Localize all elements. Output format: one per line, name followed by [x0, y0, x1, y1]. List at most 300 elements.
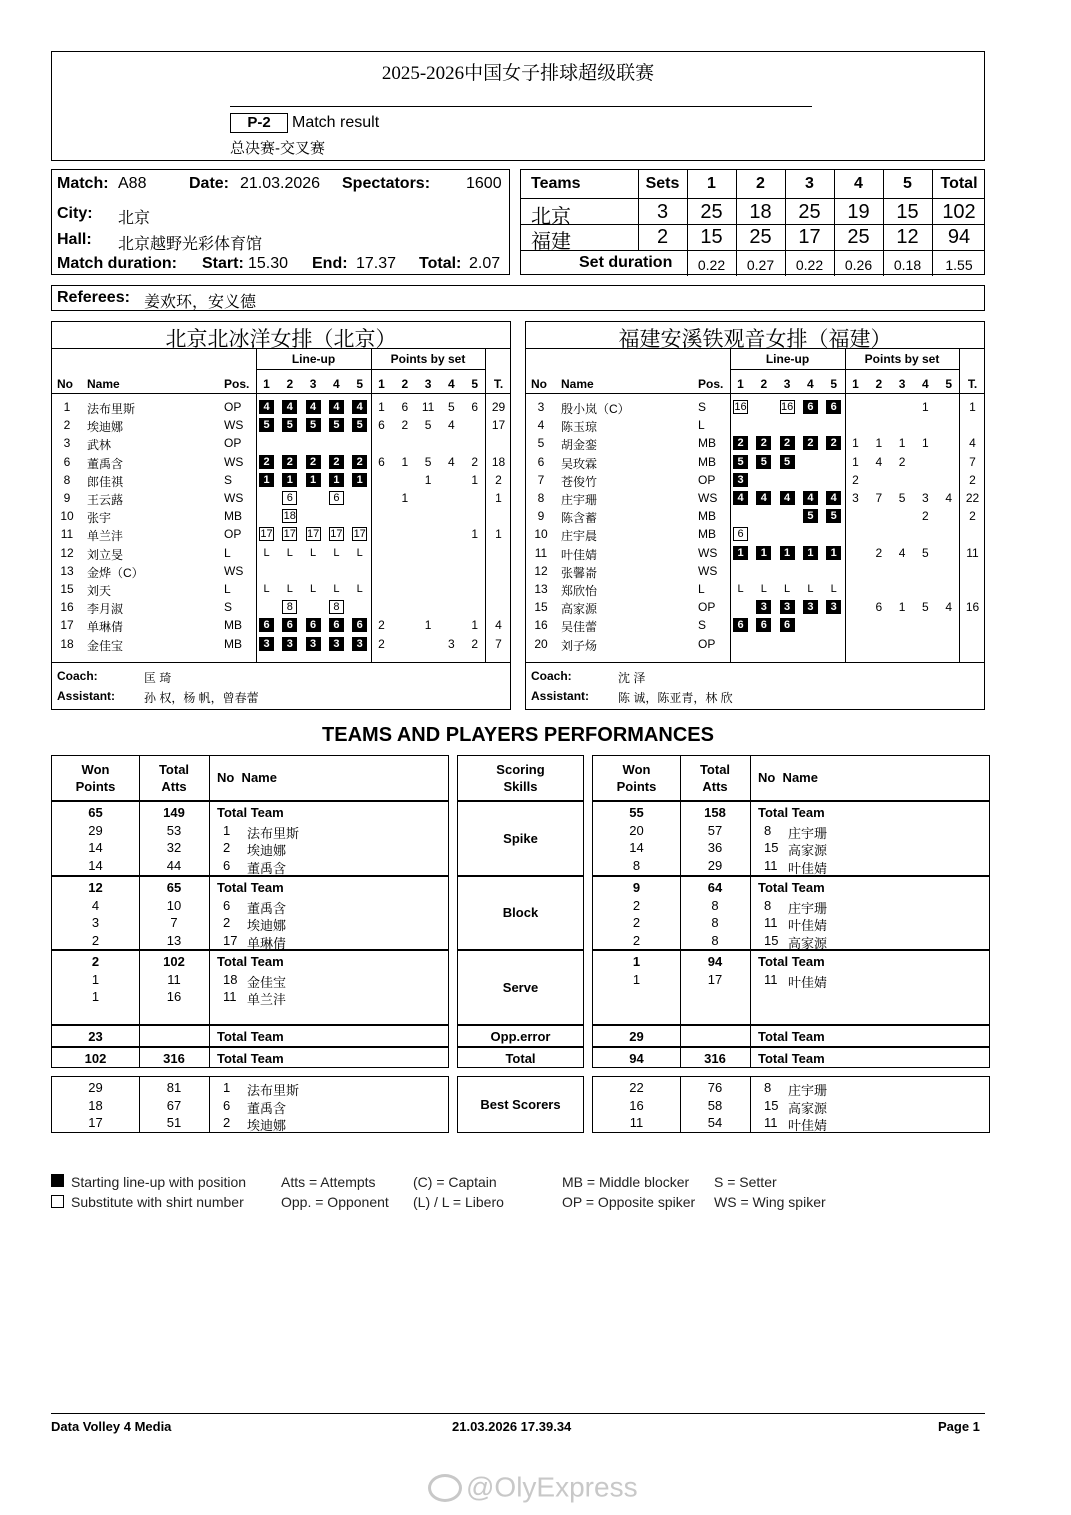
team-b-points-cell: 1 [852, 436, 859, 451]
team-b-points-cell: 7 [875, 491, 883, 505]
team-b-player-row [526, 600, 986, 618]
team-b-points-cell: 3 [852, 491, 859, 505]
competition-title: 2025-2026中国女子排球超级联赛 [381, 63, 655, 84]
team-b-player-row [526, 436, 986, 454]
team-a-lineup-cell: 3 [352, 637, 367, 651]
team-a-player-row [52, 436, 512, 454]
team-b-player-name: 陈玉琼 [561, 420, 598, 435]
team-a-player-name: 刘立旻 [87, 547, 124, 562]
spectators-label: Spectators: [342, 175, 431, 192]
team-b-points-cell: 2 [852, 472, 859, 487]
team-a-points-set-2: 2 [401, 377, 409, 391]
team-b-player-name: 郑欣怡 [561, 584, 598, 598]
team-a-player-no: 15 [60, 582, 74, 596]
skill-best-scorers [457, 1076, 584, 1133]
team-b-player-no: 20 [534, 636, 548, 651]
hall: 北京越野光彩体育馆 [118, 236, 263, 253]
left-atts: 7 [170, 915, 178, 930]
team-b-player-name: 吴佳蕾 [561, 620, 598, 635]
sb-team-b-set2: 25 [749, 226, 772, 248]
team-a-total-header: T. [493, 377, 504, 391]
left-won: 3 [91, 915, 100, 930]
team-b-lineup-cell: 4 [803, 491, 818, 505]
right-player-name: 庄宇珊 [788, 900, 828, 916]
right-atts: 57 [707, 822, 723, 838]
team-b-player-row [526, 418, 986, 436]
team-a-player-pos: OP [224, 527, 242, 542]
team-a-assistant-label: Assistant: [57, 689, 116, 703]
end: 17.37 [356, 255, 397, 272]
right-opp_error-row [592, 1025, 990, 1047]
team-b-player-pos: S [698, 400, 707, 414]
team-a-player-name: 李月淑 [87, 602, 124, 617]
team-b-lineup-cell: 2 [733, 436, 748, 450]
team-a-no-header: No [57, 377, 73, 391]
right-won: 1 [632, 954, 641, 969]
team-a-lineup-cell: L [356, 546, 363, 559]
team-b-player-no: 10 [534, 527, 548, 542]
sb-header-sets: Sets [645, 175, 680, 192]
team-a-player-row [52, 582, 512, 600]
team-a-lineup-cell: L [356, 583, 363, 595]
left-atts: 13 [166, 932, 182, 948]
right-header [592, 755, 990, 801]
team-a-player-no: 10 [60, 509, 74, 524]
team-b-lineup-set-2: 2 [760, 377, 768, 391]
right-col-rule [750, 802, 751, 875]
team-a-player-no: 3 [63, 436, 71, 451]
right-block [592, 950, 990, 1025]
sb-header-set4: 4 [854, 175, 863, 192]
team-a-lineup-cell: 6 [352, 618, 367, 632]
team-a-lineup-cell: 6 [329, 618, 344, 632]
team-b-player-name: 刘子炀 [561, 638, 598, 653]
left-player-no: 6 [223, 857, 231, 873]
total-duration: 2.07 [469, 255, 501, 272]
team-b-lineup-cell: 2 [803, 436, 818, 450]
right-atts: 17 [707, 971, 723, 987]
team-b-points-header: Points by set [864, 352, 940, 366]
skill-label: Best Scorers [480, 1097, 561, 1112]
right-player-no: 8 [764, 822, 772, 838]
team-a-player-row [52, 509, 512, 527]
sb-team-b-sets: 2 [656, 226, 669, 248]
sb-team-a-total: 102 [942, 201, 976, 223]
team-b-rule [526, 393, 984, 394]
team-a-lineup-cell: L [286, 546, 293, 559]
team-a-lineup-cell: 2 [329, 455, 344, 469]
team-a-points-cell: 1 [471, 472, 479, 487]
legend-op: OP = Opposite spiker [562, 1194, 696, 1210]
left-block [51, 1076, 449, 1133]
right-won: 8 [632, 857, 641, 873]
team-a-team-name: 北京北冰洋女排（北京） [165, 327, 397, 351]
left-col-rule [209, 802, 210, 875]
team-b-pos-header: Pos. [698, 377, 724, 391]
left-won: 2 [91, 932, 100, 948]
team-a-lineup-cell: 8 [282, 600, 297, 614]
right-atts: 8 [711, 897, 719, 913]
footer-left: Data Volley 4 Media [51, 1419, 172, 1434]
sb-duration-total: 1.55 [945, 257, 973, 273]
skill-spike [457, 801, 584, 876]
team-a-lineup-cell: L [333, 583, 340, 595]
team-a-points-cell: 2 [401, 418, 409, 433]
right-won: 16 [629, 1097, 644, 1113]
skills-header [457, 755, 584, 801]
watermark [428, 1470, 638, 1506]
team-b-lineup-cell: 16 [734, 401, 747, 413]
right-won: 2 [632, 932, 641, 948]
sb-team-a-set4: 19 [847, 201, 870, 223]
team-b-lineup-cell: 6 [733, 618, 748, 632]
team-b-lineup-cell: 16 [780, 401, 794, 413]
team-b-player-pos: L [698, 418, 705, 433]
spectators: 1600 [466, 175, 502, 192]
team-b-player-no: 15 [534, 600, 548, 615]
team-a-player-total: 18 [491, 454, 506, 469]
team-a-lineup-cell: 2 [352, 455, 367, 469]
right-won: 1 [632, 971, 641, 987]
right-block [592, 1076, 990, 1133]
weibo-logo-icon [428, 1474, 462, 1502]
team-a-lineup-set-1: 1 [263, 377, 270, 391]
team-a-lineup-cell: 3 [306, 637, 321, 651]
team-b-player-row [526, 618, 986, 636]
left-won: 65 [88, 805, 103, 820]
team-a-points-header: Points by set [390, 352, 466, 366]
team-a-lineup-cell: 5 [282, 418, 297, 432]
team-b-player-no: 11 [534, 545, 548, 560]
team-b-points-set-4: 4 [922, 377, 929, 391]
team-a-points-cell: 3 [448, 636, 455, 651]
skill-block [457, 876, 584, 950]
left-block [51, 876, 449, 950]
team-b-player-no: 5 [537, 436, 545, 451]
left-won: 2 [91, 954, 100, 969]
left-won: 4 [91, 897, 100, 913]
left-won: 23 [88, 1029, 103, 1044]
team-a-lineup-set-5: 5 [356, 377, 364, 391]
team-a-points-cell: 6 [401, 400, 409, 414]
team-b-player-pos: WS [698, 491, 718, 505]
team-a-player-pos: MB [224, 636, 242, 651]
city: 北京 [118, 210, 151, 227]
team-b-player-no: 8 [537, 491, 545, 505]
team-b-player-pos: OP [698, 636, 716, 651]
team-b-points-cell: 4 [945, 600, 953, 615]
team-a-lineup-cell: 5 [306, 418, 321, 432]
team-a-lineup-cell: 1 [306, 473, 321, 487]
right-col-rule [750, 756, 751, 800]
team-a-player-row [52, 418, 512, 436]
match-no: A88 [118, 175, 147, 192]
left-col-rule [209, 756, 210, 800]
team-b-coach: 沈 泽 [618, 671, 646, 685]
team-a-lineup-cell: 2 [282, 455, 297, 469]
team-a-lineup-cell: 6 [329, 491, 344, 505]
left-total-row [51, 1047, 449, 1068]
sb-team-a-set5: 15 [896, 201, 919, 223]
legend-ws: WS = Wing spiker [714, 1194, 826, 1210]
team-b-lineup-set-4: 4 [807, 377, 814, 391]
team-b-lineup-cell: 3 [803, 600, 818, 614]
sb-team-a-set3: 25 [798, 201, 821, 223]
team-b-player-name: 苍俊竹 [561, 474, 598, 489]
legend-mb: MB = Middle blocker [562, 1174, 690, 1190]
team-a-points-cell: 2 [471, 636, 479, 651]
date-label: Date: [189, 175, 230, 192]
left-won: 1 [91, 989, 100, 1004]
team-a-lineup-set-4: 4 [333, 377, 340, 391]
team-a-lineup-cell: 2 [306, 455, 321, 469]
team-b-no-header: No [531, 377, 547, 391]
team-a-lineup-cell: 1 [282, 473, 297, 487]
team-b-total-header: T. [967, 377, 978, 391]
team-a-pos-header: Pos. [224, 377, 250, 391]
right-player-name: Total Team [758, 880, 825, 895]
left-atts: 316 [163, 1051, 185, 1066]
left-player-no: 17 [223, 932, 238, 948]
team-b-points-set-3: 3 [898, 377, 906, 391]
right-won: 22 [629, 1080, 644, 1095]
skill-label: Spike [503, 830, 538, 846]
team-a-lineup-cell: L [333, 546, 340, 559]
skill-opp_error [457, 1025, 584, 1047]
left-atts: 44 [166, 857, 182, 873]
team-b-player-no: 16 [534, 618, 548, 633]
right-player-no: 11 [764, 915, 778, 930]
right-player-name: 庄宇珊 [788, 1083, 828, 1098]
team-a-player-pos: WS [224, 418, 244, 433]
team-a-lineup-cell: 1 [352, 473, 367, 487]
team-a-points-cell: 1 [471, 527, 479, 542]
team-b-points-cell: 4 [875, 454, 883, 469]
right-col-rule [750, 1077, 751, 1132]
team-a-name-header: Name [87, 377, 120, 391]
team-b-player-row [526, 564, 986, 582]
team-a-player-pos: WS [224, 454, 244, 469]
team-a-points-cell: 4 [448, 418, 455, 433]
team-b-player-row [526, 527, 986, 545]
left-label: Total Team [217, 1029, 284, 1044]
team-a-points-cell: 5 [424, 418, 432, 433]
right-won: 2 [632, 897, 641, 913]
team-a-player-pos: WS [224, 563, 244, 578]
team-a-player-pos: L [224, 545, 231, 560]
left-player-no: 2 [223, 915, 231, 930]
team-a-points-set-4: 4 [448, 377, 455, 391]
left-player-name: Total Team [217, 805, 284, 820]
team-b-lineup-cell: 6 [780, 618, 795, 632]
sb-team-a-sets: 3 [656, 201, 669, 223]
team-a-lineup-cell: 1 [329, 473, 344, 487]
team-a-lineup-set-2: 2 [286, 377, 294, 391]
team-b-player-pos: OP [698, 600, 716, 615]
team-a-lineup-cell: 17 [330, 528, 343, 541]
left-atts: 102 [163, 954, 185, 969]
team-a-lineup-cell: 3 [282, 637, 297, 651]
skill-total [457, 1047, 584, 1068]
left-opp_error-row [51, 1025, 449, 1047]
team-a-points-set-5: 5 [471, 377, 479, 391]
team-b-lineup-cell: L [760, 583, 767, 595]
sb-team-b-set1: 15 [700, 226, 723, 248]
team-a-lineup-cell: 6 [259, 618, 274, 632]
left-player-no: 6 [223, 897, 231, 913]
left-player-name: 金佳宝 [247, 974, 287, 990]
team-b-points-cell: 1 [922, 436, 929, 451]
team-a-lineup-cell: 5 [259, 418, 274, 432]
right-atts-header: Total Atts [699, 762, 731, 794]
date: 21.03.2026 [240, 175, 321, 192]
left-won: 17 [88, 1115, 103, 1130]
team-a-lineup-cell: 8 [329, 600, 344, 614]
team-b-player-pos: L [698, 582, 705, 596]
left-player-no: 6 [223, 1097, 231, 1113]
team-b-lineup-cell: 2 [780, 436, 795, 450]
match-info [51, 169, 510, 275]
report-title: Match result [292, 114, 380, 131]
team-a-lineup-cell: L [310, 583, 317, 595]
team-b-player-name: 高家源 [561, 602, 598, 617]
right-atts: 76 [707, 1080, 723, 1095]
team-b-player-total: 11 [966, 545, 979, 560]
team-a-lineup-cell: 17 [353, 528, 366, 541]
team-b-player-total: 2 [969, 509, 976, 524]
left-atts: 51 [166, 1115, 182, 1130]
team-b-rule [730, 369, 959, 370]
left-won: 102 [84, 1051, 107, 1066]
team-a-points-cell: 5 [424, 454, 432, 469]
team-a-lineup-cell: 17 [306, 528, 320, 541]
team-b-rule [526, 662, 984, 663]
team-a-player-name: 王云蕗 [87, 493, 124, 507]
team-b-player-total: 7 [969, 454, 976, 469]
right-player-no: 8 [764, 1080, 772, 1095]
right-won: 14 [629, 840, 644, 855]
team-a-lineup-cell: L [263, 583, 270, 595]
team-b-lineup-cell: 4 [826, 491, 841, 505]
team-a-lineup-cell: 4 [259, 400, 274, 414]
legend-substitute-swatch [51, 1195, 64, 1208]
team-b-coach-label: Coach: [531, 669, 572, 683]
team-b-player-row [526, 400, 986, 418]
team-a-lineup-cell: 4 [282, 400, 297, 414]
right-player-name: 高家源 [788, 1100, 828, 1116]
team-b-lineup-cell: 4 [780, 491, 795, 505]
left-player-no: 18 [223, 971, 238, 987]
team-b-player-no: 12 [534, 563, 548, 578]
team-a-player-row [52, 618, 512, 636]
team-b-player-row [526, 637, 986, 655]
left-player-no: 2 [223, 1115, 231, 1130]
referees-names: 姜欢环，安义德 [144, 294, 257, 311]
watermark-text: @OlyExpress [466, 1471, 638, 1503]
team-b-player-total: 22 [965, 491, 980, 505]
team-a-player-no: 12 [60, 545, 74, 560]
team-b-points-cell: 6 [875, 600, 883, 615]
sb-header-set2: 2 [756, 175, 765, 192]
hall-label: Hall: [57, 231, 92, 248]
right-noname-header: No Name [758, 770, 818, 785]
right-atts: 316 [704, 1051, 726, 1066]
team-a-player-no: 11 [60, 527, 74, 542]
team-a-player-row [52, 491, 512, 509]
team-a-lineup-cell: 6 [306, 618, 321, 632]
team-a-lineup-cell: 3 [259, 637, 274, 651]
team-b-points-cell: 5 [922, 545, 929, 560]
left-player-name: 董禹含 [247, 860, 287, 876]
team-b-points-cell: 1 [922, 400, 929, 414]
left-won: 14 [88, 857, 103, 873]
team-b-lineup-cell: 1 [826, 546, 841, 560]
team-b-points-set-2: 2 [875, 377, 883, 391]
team-b-lineup-cell: 1 [756, 546, 771, 560]
team-a-player-row [52, 455, 512, 473]
skill-label: Total [505, 1051, 536, 1066]
team-b-lineup-cell: 4 [733, 491, 748, 505]
team-a-lineup-cell: L [286, 583, 293, 595]
team-a-player-row [52, 527, 512, 545]
team-a-player-total: 2 [495, 472, 502, 487]
team-a-lineup-cell: 2 [259, 455, 274, 469]
right-player-name: Total Team [758, 954, 825, 969]
team-a-player-total: 1 [495, 491, 502, 505]
team-b-lineup-cell: 2 [756, 436, 771, 450]
team-a-player-row [52, 400, 512, 418]
skill-label: Block [502, 905, 539, 920]
team-b-roster [525, 321, 985, 710]
left-col-rule [209, 1077, 210, 1132]
team-a-player-pos: L [224, 582, 231, 596]
team-a-lineup-cell: 1 [259, 473, 274, 487]
team-a-lineup-cell: 5 [329, 418, 344, 432]
legend-atts: Atts = Attempts [281, 1174, 376, 1190]
sb-duration-5: 0.18 [893, 257, 922, 273]
team-a-roster [51, 321, 511, 710]
team-b-lineup-cell: 3 [756, 600, 771, 614]
team-a-lineup-cell: 17 [260, 528, 273, 541]
team-a-coach: 匡 琦 [144, 671, 172, 685]
team-a-player-name: 张宇 [87, 511, 112, 526]
right-atts: 29 [707, 857, 723, 873]
team-a-player-name: 单琳倩 [87, 620, 124, 635]
sb-header-teams: Teams [531, 175, 581, 192]
team-b-player-name: 张馨嵛 [561, 565, 598, 580]
right-block [592, 801, 990, 876]
sb-header-set5: 5 [903, 175, 912, 192]
right-player-name: 庄宇珊 [788, 825, 828, 841]
team-a-player-no: 16 [60, 600, 74, 615]
team-b-team-name: 福建安溪铁观音女排（福建） [618, 327, 892, 351]
sb-team-b-set5: 12 [896, 226, 919, 248]
team-b-player-pos: WS [698, 545, 718, 560]
team-b-player-name: 胡金銮 [561, 438, 598, 453]
team-a-player-row [52, 600, 512, 618]
team-a-player-no: 6 [63, 454, 71, 469]
team-b-player-no: 9 [537, 509, 545, 524]
report-header [51, 51, 985, 161]
right-won: 2 [632, 915, 641, 930]
left-noname-header: No Name [217, 770, 277, 785]
team-b-player-pos: WS [698, 563, 718, 578]
team-a-lineup-cell: 4 [306, 400, 321, 414]
match-label: Match: [57, 175, 109, 192]
right-won: 94 [629, 1051, 644, 1066]
team-a-assistant: 孙 权，杨 帆，曾春蕾 [144, 691, 259, 705]
sb-header-set1: 1 [707, 175, 716, 192]
